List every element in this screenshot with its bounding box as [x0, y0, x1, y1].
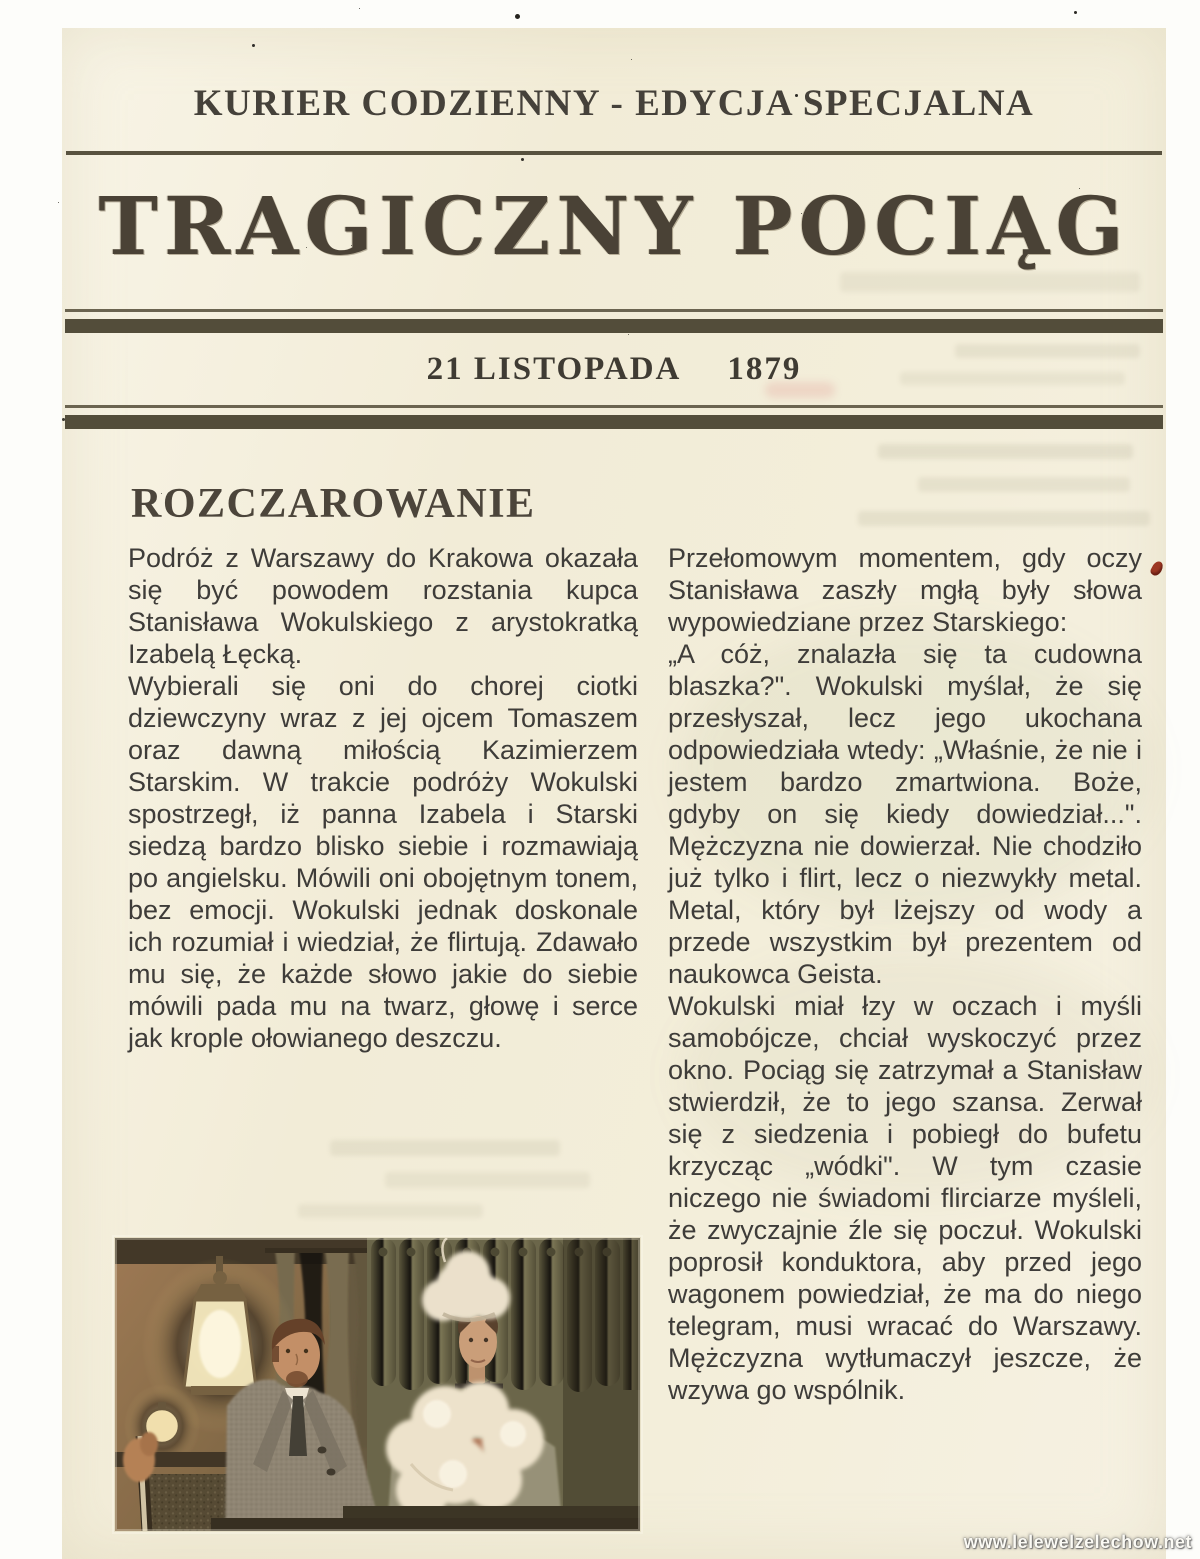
paragraph: Przełomowym momentem, gdy oczy Stanisława zaszły mgłą były słowa wypowiedziane przez Starskiego: — [668, 543, 1142, 637]
photo-illustration — [115, 1238, 640, 1531]
masthead-rule — [66, 151, 1162, 155]
date-day-month: 21 LISTOPADA — [426, 351, 682, 387]
website-watermark: www.lelewelzelechow.net — [963, 1532, 1192, 1552]
masthead-title: KURIER CODZIENNY - EDYCJA SPECJALNA — [193, 83, 1035, 124]
main-headline: TRAGICZNY POCIĄG — [98, 179, 1130, 273]
paragraph: Wybierali się oni do chorej ciotki dziewczyny wraz z jej ojcem Tomaszem oraz dawną miłością Kazimierzem Starskim. W trakcie podróży Wokulski spostrzegł, iż panna Izabela i Starski siedzą bardzo blisko siebie i rozmawiają po angielsku. Mówili oni obojętnym tonem, bez emocji. Wokulski jednak doskonale ich rozumiał i wiedział, że flirtują. Zdawało mu się, że każde słowo jakie do siebie mówili pada mu na twarz, głowę i serce jak krople ołowianego deszczu. — [128, 671, 638, 1053]
double-rule-top — [65, 309, 1163, 333]
double-rule-bottom — [65, 405, 1163, 429]
date-year: 1879 — [727, 351, 802, 387]
paragraph: Podróż z Warszawy do Krakowa okazała się być powodem rozstania kupca Stanisława Wokulskiego z arystokratką Izabelą Łęcką. — [128, 543, 638, 669]
article-title: ROZCZAROWANIE — [131, 481, 536, 527]
article-column-left — [128, 542, 638, 1054]
paragraph: „A cóż, znalazła się ta cudowna blaszka?". Wokulski myślał, że się przesłyszał, lecz jego ukochana odpowiedziała wtedy: „Właśnie, że nie i jestem bardzo zmartwiona. Boże, gdyby on się kiedy dowiedział...". Mężczyzna nie dowierzał. Nie chodziło już tylko i flirt, lecz o niezwykły metal. Metal, który był lżejszy od wody a przede wszystkim był prezentem od naukowca Geista. — [668, 639, 1142, 989]
paragraph: Wokulski miał łzy w oczach i myśli samobójcze, chciał wyskoczyć przez okno. Pociąg się zatrzymał a Stanisław stwierdził, że to jego szansa. Zerwał się z siedzenia i pobiegł do bufetu krzycząc „wódki". W tym czasie niczego nie świadomi flirciarze myśleli, że zwyczajnie źle się poczuł. Wokulski poprosił konduktora, aby przed jego wagonem powiedział, że ma do niego telegram, musi wracać do Warszawy. Mężczyzna wytłumaczył jeszcze, że wzywa go wspólnik. — [668, 991, 1142, 1405]
scan-dust-specks — [0, 0, 3, 3]
bleedthrough-mark — [918, 477, 1130, 492]
dateline — [62, 351, 1166, 388]
article-column-right — [668, 542, 1142, 1406]
bleedthrough-mark — [858, 511, 1150, 526]
bleedthrough-mark — [298, 1204, 483, 1218]
train-compartment-photo — [115, 1238, 640, 1531]
bleedthrough-mark — [840, 272, 1140, 292]
bleedthrough-mark — [385, 1172, 590, 1188]
bleedthrough-mark — [878, 444, 1133, 459]
bleedthrough-mark — [330, 1140, 560, 1156]
